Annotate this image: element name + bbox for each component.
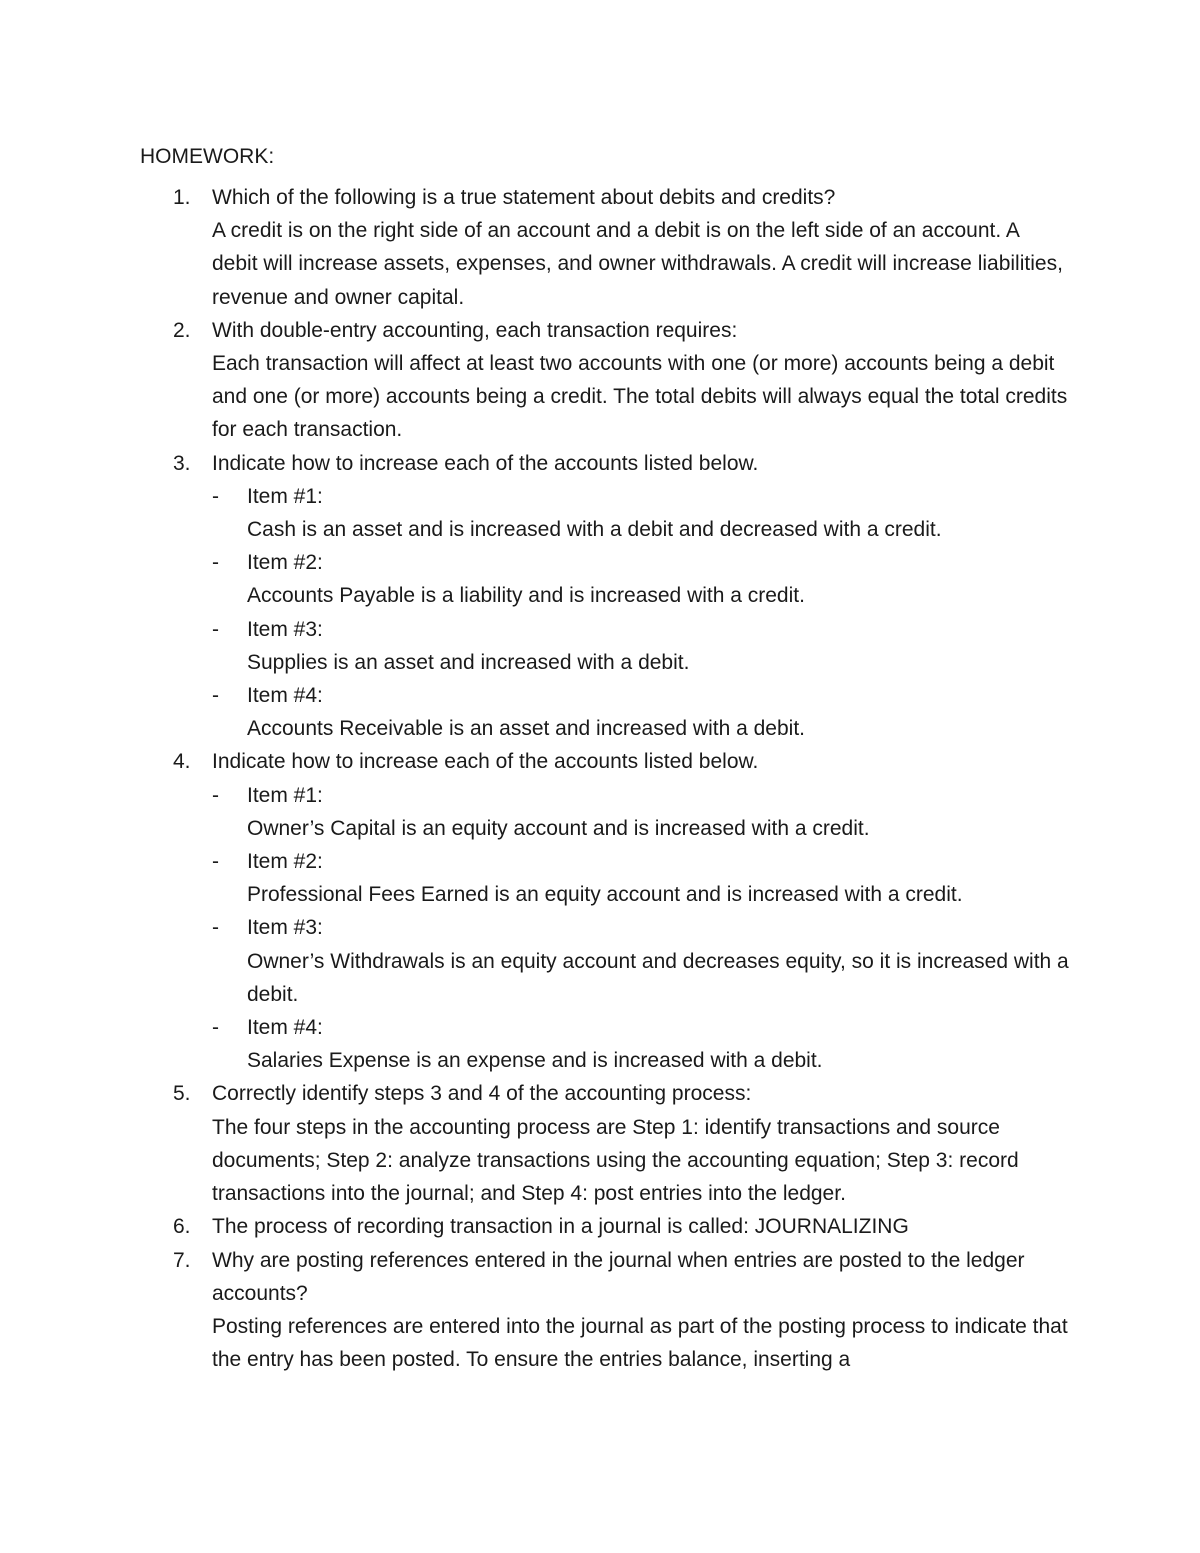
question-1 <box>140 181 1070 314</box>
question-number: 1. <box>173 186 191 209</box>
dash-bullet: - <box>212 916 219 940</box>
dash-bullet: - <box>212 850 219 874</box>
dash-bullet: - <box>212 551 219 575</box>
item-label: Item #4: <box>247 1016 323 1040</box>
question-answer: A credit is on the right side of an account and a debit is on the left side of an account. A debit will increase assets, expenses, and owner withdrawals. A credit will increase liabilities, revenue and owner capital. <box>212 219 1063 309</box>
question-text: Indicate how to increase each of the accounts listed below. <box>212 451 759 475</box>
question-3 <box>140 447 1070 746</box>
item-label: Item #3: <box>247 916 323 940</box>
item-label: Item #2: <box>247 850 323 874</box>
item-list <box>212 779 1070 1078</box>
question-number: 4. <box>173 750 191 774</box>
question-answer: Posting references are entered into the journal as part of the posting process to indicate that the entry has been posted. To ensure the entries balance, inserting a <box>212 1314 1068 1372</box>
dash-bullet: - <box>212 617 219 641</box>
item-label: Item #3: <box>247 617 323 641</box>
homework-document <box>140 140 1070 1376</box>
item-answer: Supplies is an asset and increased with a debit. <box>247 650 690 674</box>
question-2 <box>140 314 1070 447</box>
question-number: 7. <box>173 1248 191 1272</box>
item-answer: Owner’s Withdrawals is an equity account and decreases equity, so it is increased with a debit. <box>247 949 1069 1006</box>
item-answer: Salaries Expense is an expense and is increased with a debit. <box>247 1049 823 1073</box>
list-item <box>212 546 1070 612</box>
question-answer: Each transaction will affect at least two accounts with one (or more) accounts being a debit and one (or more) accounts being a credit. The total debits will always equal the total credits for each transaction. <box>212 352 1068 442</box>
question-5 <box>140 1077 1070 1210</box>
question-number: 3. <box>173 451 191 475</box>
item-answer: Accounts Payable is a liability and is increased with a credit. <box>247 584 805 608</box>
question-list <box>140 181 1070 1376</box>
question-text: Why are posting references entered in the journal when entries are posted to the ledger accounts? <box>212 1248 1025 1305</box>
list-item <box>212 613 1070 679</box>
list-item <box>212 911 1070 1011</box>
item-label: Item #1: <box>247 484 323 508</box>
question-text: With double-entry accounting, each transaction requires: <box>212 318 738 342</box>
list-item <box>212 845 1070 911</box>
list-item <box>212 779 1070 845</box>
question-6 <box>140 1210 1070 1243</box>
question-number: 6. <box>173 1215 191 1239</box>
question-text: Which of the following is a true statement about debits and credits? <box>212 186 836 209</box>
dash-bullet: - <box>212 1016 219 1040</box>
question-7 <box>140 1244 1070 1377</box>
document-heading: HOMEWORK: <box>140 145 275 168</box>
dash-bullet: - <box>212 684 219 708</box>
question-number: 5. <box>173 1082 191 1106</box>
question-number: 2. <box>173 318 191 342</box>
list-item <box>212 1011 1070 1077</box>
question-4 <box>140 745 1070 1077</box>
item-label: Item #4: <box>247 684 323 708</box>
item-answer: Cash is an asset and is increased with a debit and decreased with a credit. <box>247 518 942 542</box>
item-answer: Professional Fees Earned is an equity account and is increased with a credit. <box>247 883 963 907</box>
question-text: Correctly identify steps 3 and 4 of the accounting process: <box>212 1082 752 1106</box>
item-answer: Owner’s Capital is an equity account and is increased with a credit. <box>247 816 870 840</box>
dash-bullet: - <box>212 783 219 807</box>
question-text: Indicate how to increase each of the accounts listed below. <box>212 750 759 774</box>
item-label: Item #2: <box>247 551 323 575</box>
item-list <box>212 480 1070 746</box>
list-item <box>212 480 1070 546</box>
dash-bullet: - <box>212 484 219 508</box>
question-answer: The four steps in the accounting process are Step 1: identify transactions and source documents; Step 2: analyze transactions using the accounting equation; Step 3: record transactions into the journal; and Step 4: post entries into the ledger. <box>212 1115 1019 1206</box>
question-text: The process of recording transaction in a journal is called: JOURNALIZING <box>212 1215 909 1239</box>
item-label: Item #1: <box>247 783 323 807</box>
item-answer: Accounts Receivable is an asset and increased with a debit. <box>247 717 805 741</box>
list-item <box>212 679 1070 745</box>
